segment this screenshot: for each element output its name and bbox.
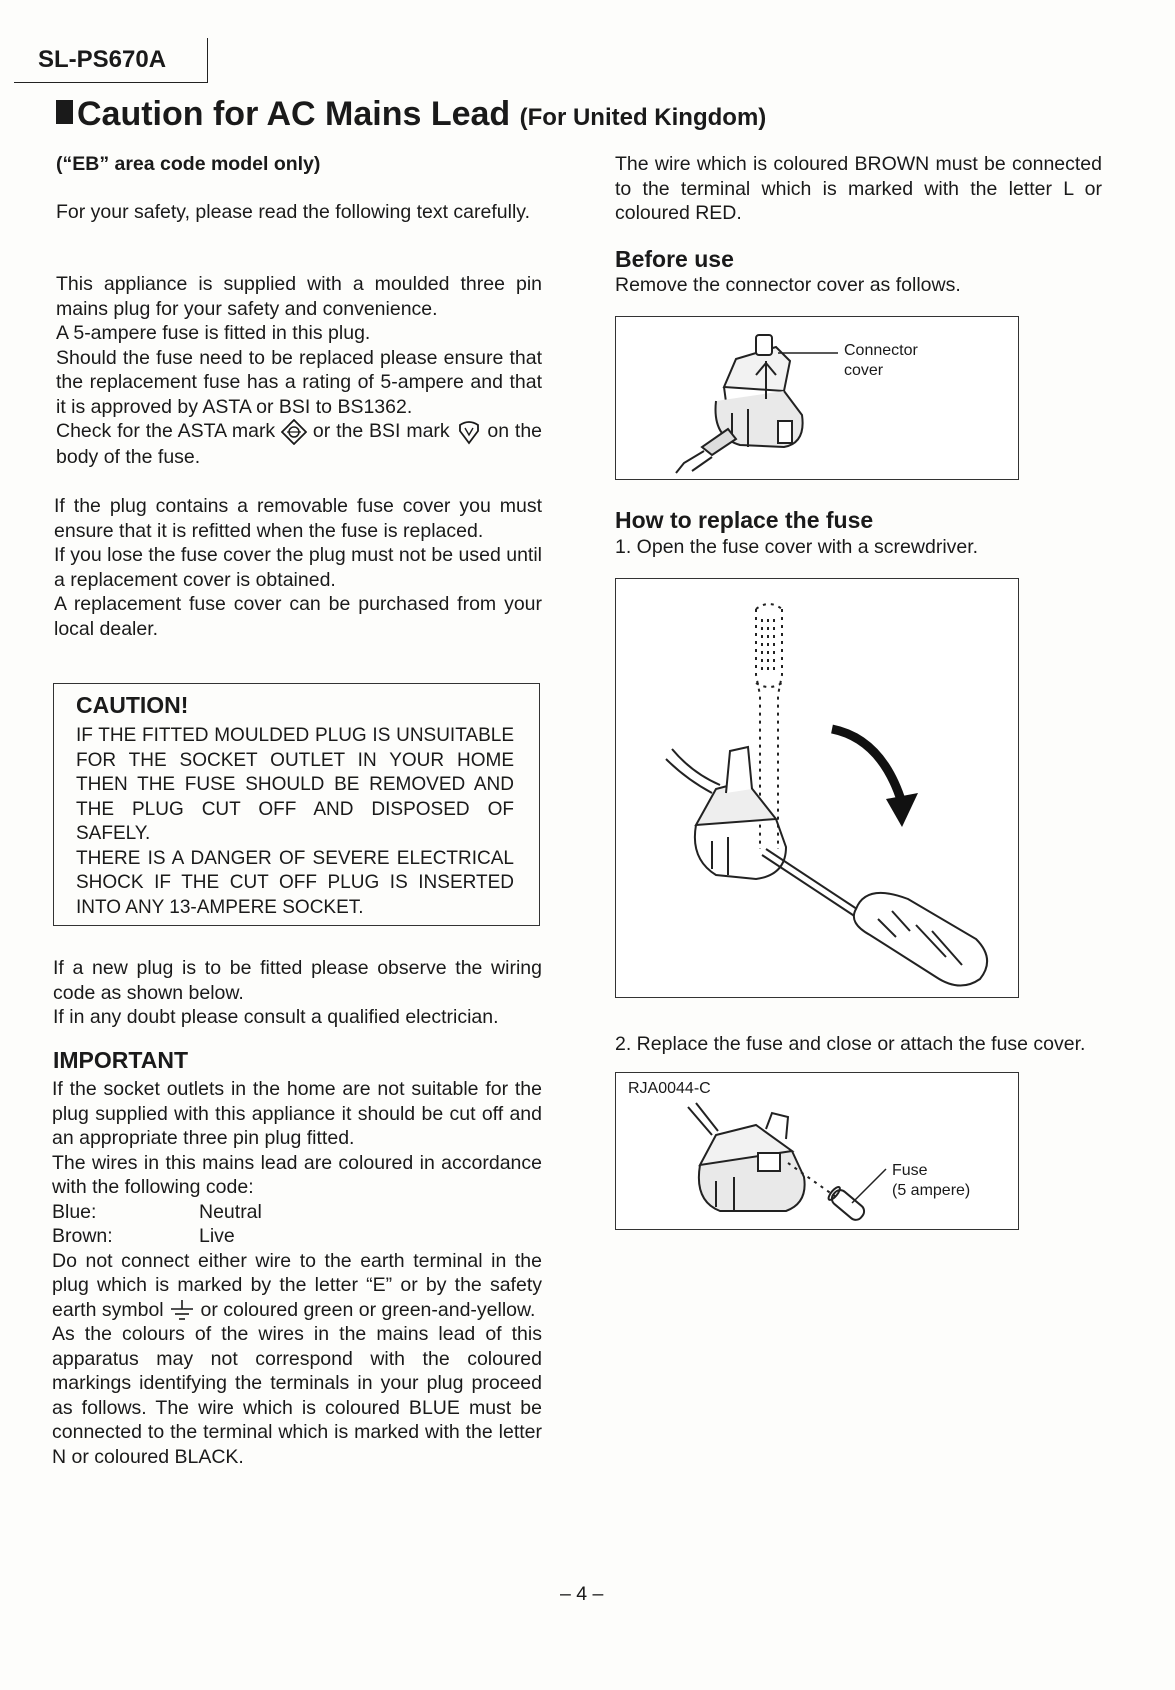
safety-intro: For your safety, please read the following text carefully. [56,201,531,223]
figure-code: RJA0044-C [628,1080,711,1097]
wire-colour: Brown: [52,1225,113,1247]
fuse-info-1: This appliance is supplied with a moulded three pin mains plug for your safety and convenience. [56,273,542,320]
title-sub: (For United Kingdom) [519,104,767,131]
wire-function: Live [199,1225,235,1247]
wire-code-brown [52,1224,542,1249]
fuse-illustration [616,1073,1020,1231]
wiring-intro-1: If a new plug is to be fitted please observe the wiring code as shown below. [53,957,542,1004]
asta-text: Check for the ASTA mark [56,420,276,443]
header-divider [207,38,209,82]
fuse-cover-block [54,494,542,641]
fuse-info-4 [56,419,542,470]
step-1: 1. Open the fuse cover with a screwdriver. [615,536,979,558]
important-text-1: If the socket outlets in the home are not suitable for the plug supplied with this appliance it should be cut off and an appropriate three pin plug fitted. [52,1078,542,1149]
bullet-square-icon [56,100,73,124]
open-fuse-cover-illustration [616,579,1020,999]
fuse-replacement-figure [615,1072,1019,1230]
step-2: 2. Replace the fuse and close or attach the fuse cover. [615,1033,1086,1055]
asta-mark-icon [281,419,307,445]
important-block [52,1077,542,1469]
wire-colour: Blue: [52,1200,97,1223]
before-use-title: Before use [615,246,734,272]
fuse-cover-1: If the plug contains a removable fuse cover you must ensure that it is refitted when the fuse is replaced. [54,495,542,542]
earth-text-post: or coloured green or green-and-yellow. [200,1298,536,1321]
bsi-kitemark-icon [456,419,482,445]
cover-label: cover [844,362,884,379]
earth-text-pre: Do not connect either wire to the earth terminal in the plug which is marked by the letter “E” or by the safety earth symbol [52,1249,542,1321]
caution-body [76,724,514,920]
caution-box [53,683,540,926]
plug-connector-illustration [616,317,1020,481]
replace-fuse-title: How to replace the fuse [615,507,874,533]
important-title: IMPORTANT [53,1047,189,1073]
fuse-info-block [56,272,542,470]
before-use-text: Remove the connector cover as follows. [615,274,961,296]
model-code: SL-PS670A [38,46,167,73]
caution-title: CAUTION! [76,692,189,718]
fuse-body-text: on the body of the fuse. [56,420,543,468]
page-title [56,95,766,134]
important-text-3 [52,1249,542,1323]
fuse-cover-2: If you lose the fuse cover the plug must not be used until a replacement cover is obtained. [54,544,542,591]
important-text-2: The wires in this mains lead are coloured in accordance with the following code: [52,1151,542,1198]
important-text-4: As the colours of the wires in the mains lead of this apparatus may not correspond with the coloured markings identifying the terminals in your plug proceed as follows. The wire which is coloured BLUE must be connected to the terminal which is marked with the letter N or coloured BLACK. [52,1323,542,1468]
wiring-intro [53,956,542,1030]
connector-cover-figure [615,316,1019,480]
fuse-cover-3: A replacement fuse cover can be purchased from your local dealer. [54,593,542,640]
wire-function: Neutral [199,1200,262,1223]
screwdriver-figure [615,578,1019,998]
earth-symbol-icon [169,1299,195,1321]
caution-text-2: THERE IS A DANGER OF SEVERE ELECTRICAL SHOCK IF THE CUT OFF PLUG IS INSERTED INTO ANY 13-AMPERE SOCKET. [76,847,514,918]
bsi-text: or the BSI mark [312,420,450,443]
connector-label: Connector [844,342,918,359]
model-header [14,38,208,83]
fuse-info-2: A 5-ampere fuse is fitted in this plug. [56,322,371,344]
caution-text-1: IF THE FITTED MOULDED PLUG IS UNSUITABLE FOR THE SOCKET OUTLET IN YOUR HOME THEN THE FUSE SHOULD BE REMOVED AND THE PLUG CUT OFF AND DISPOSED OF SAFELY. [76,725,514,844]
title-main: Caution for AC Mains Lead [77,95,511,133]
fuse-label: Fuse [892,1162,928,1179]
page-number: – 4 – [560,1583,604,1605]
area-note: (“EB” area code model only) [56,153,321,175]
brown-wire-text: The wire which is coloured BROWN must be connected to the terminal which is marked with the letter L or coloured RED. [615,153,1102,224]
wiring-intro-2: If in any doubt please consult a qualified electrician. [53,1006,499,1028]
fuse-info-3: Should the fuse need to be replaced please ensure that the replacement fuse has a rating of 5-ampere and that it is approved by ASTA or BSI to BS1362. [56,346,542,418]
fuse-rating-label: (5 ampere) [892,1182,971,1199]
wire-code-blue [52,1200,542,1225]
